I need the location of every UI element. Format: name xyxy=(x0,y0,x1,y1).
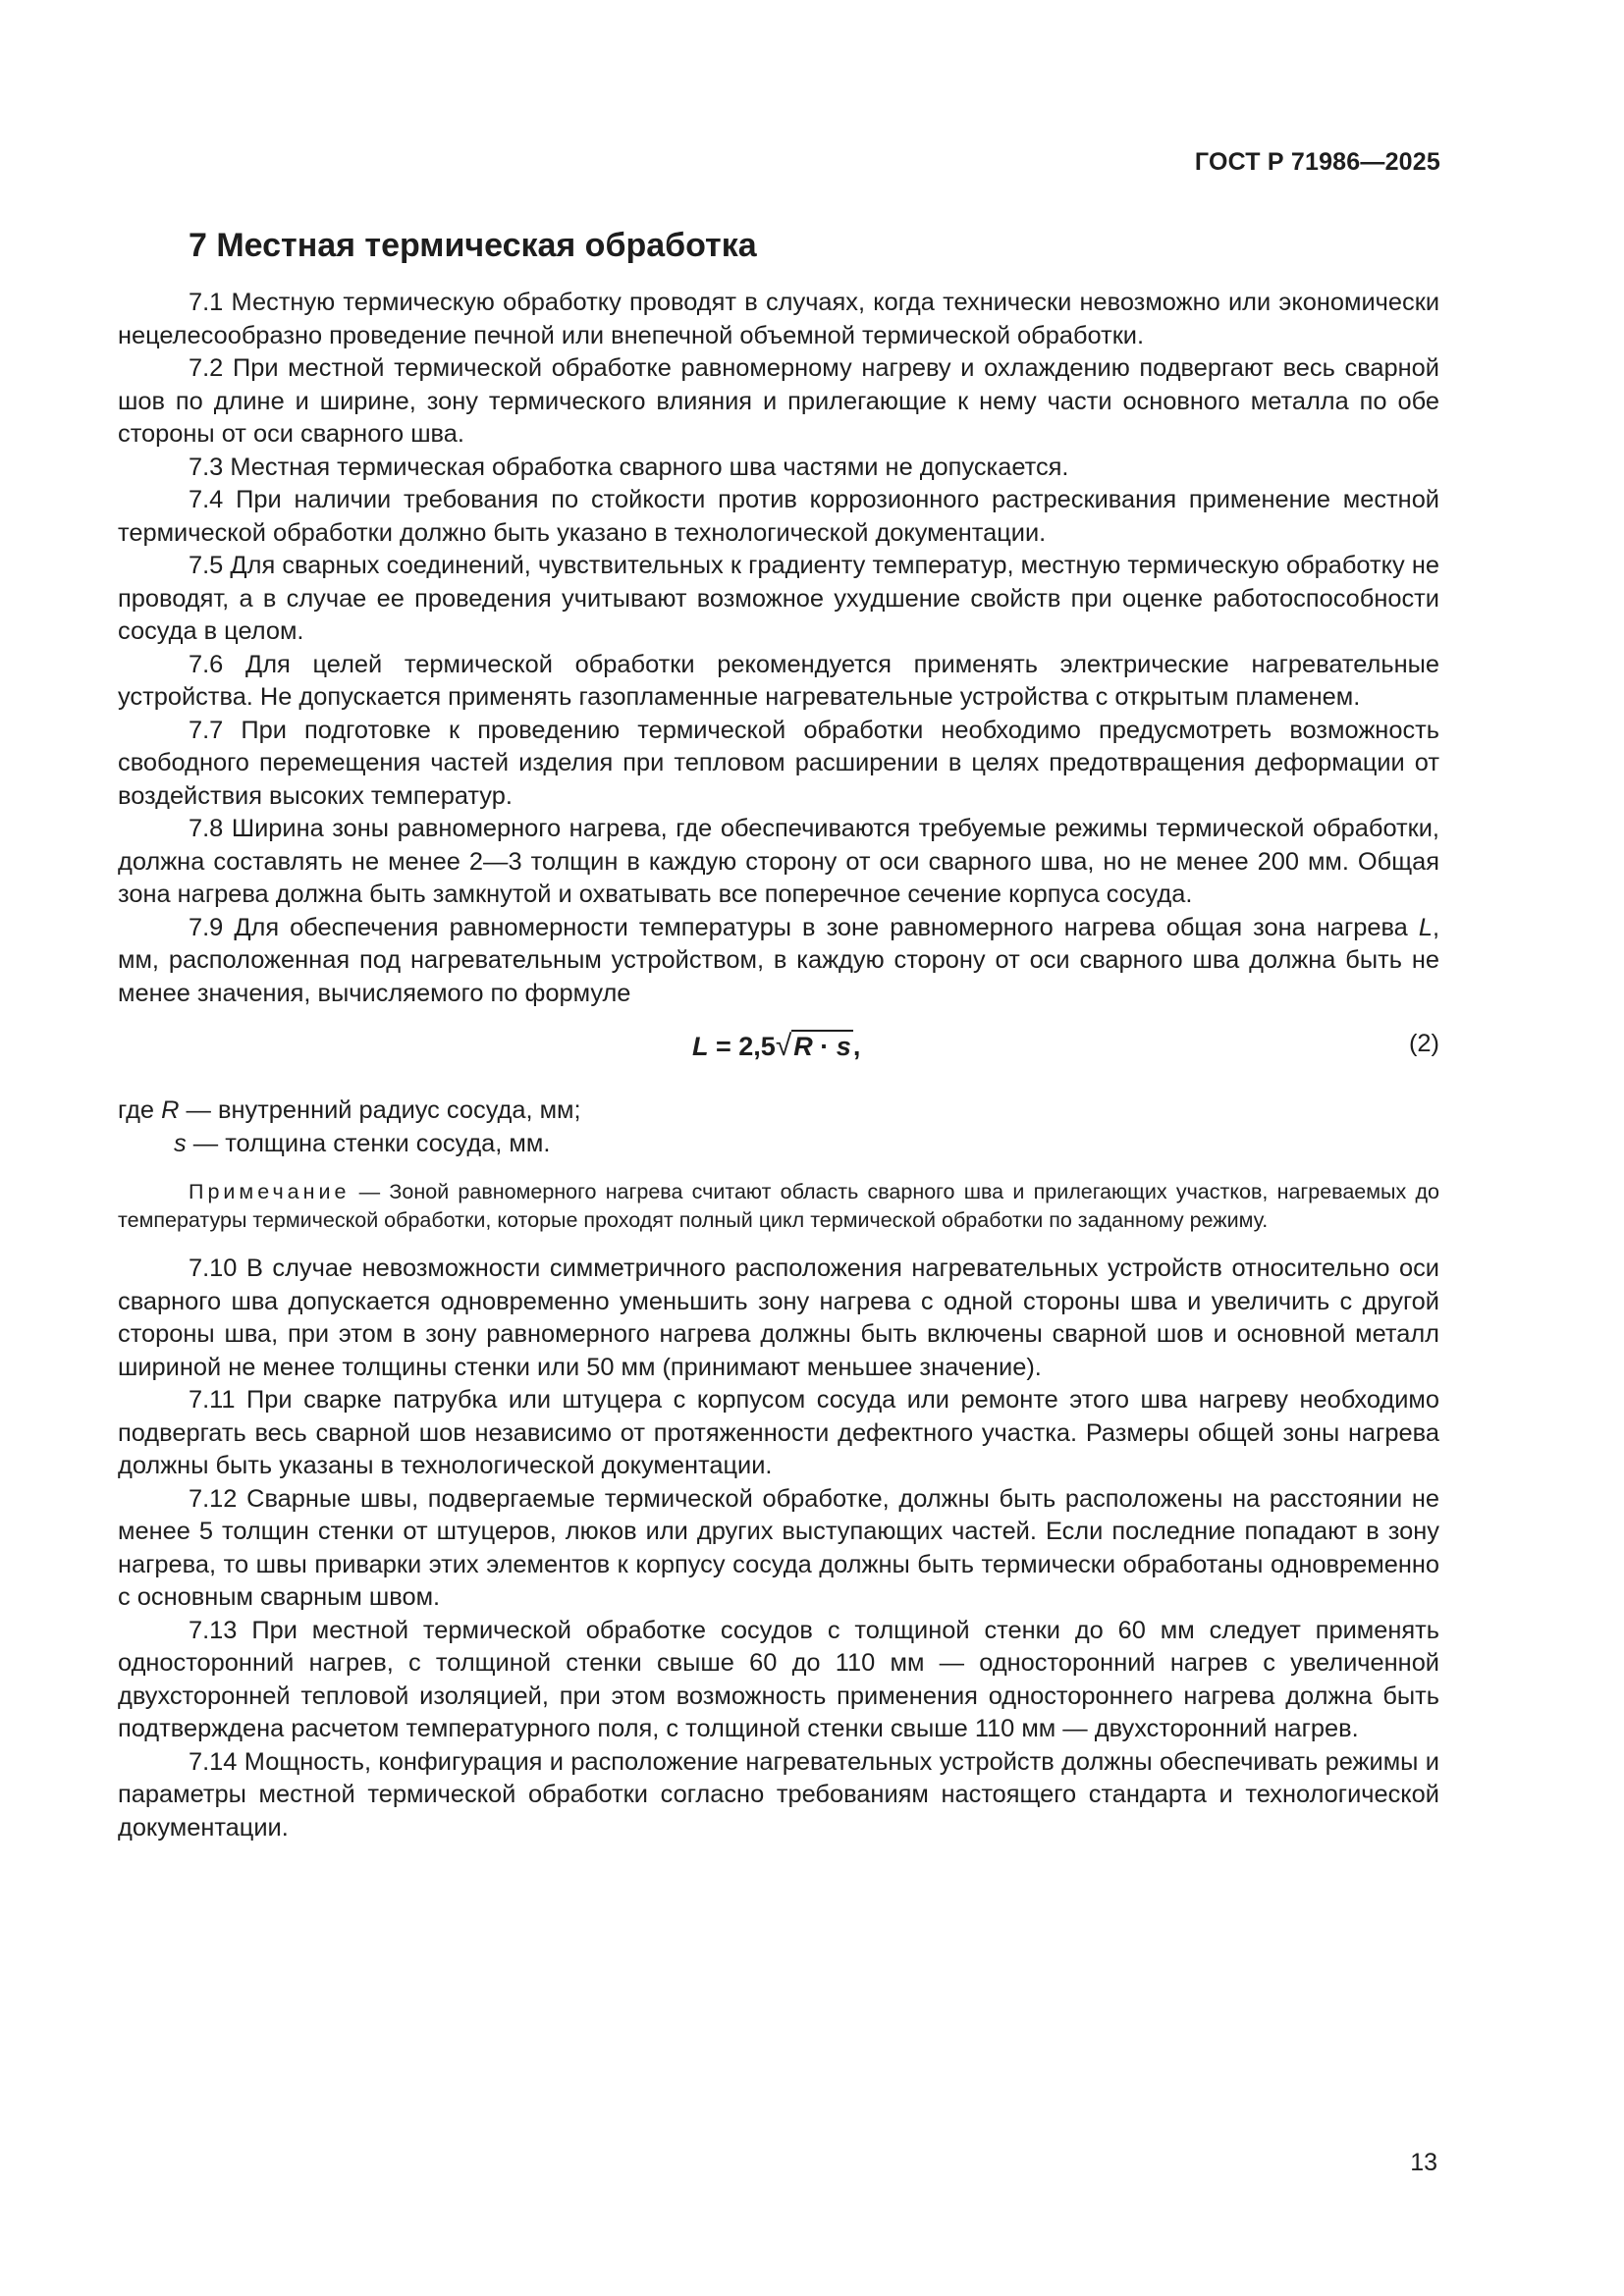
where-s-definition: s — толщина стенки сосуда, мм. xyxy=(174,1129,551,1157)
radical-sign: √ xyxy=(775,1030,792,1062)
note-text: — Зоной равномерного нагрева считают область сварного шва и прилегающих участков, нагреваемых до температуры термической обработки, которые проходят полный цикл термической обработки по заданному режиму. xyxy=(118,1180,1439,1232)
square-root xyxy=(776,1030,853,1063)
section-title: 7 Местная термическая обработка xyxy=(189,227,757,264)
formula-number: (2) xyxy=(1408,1030,1439,1057)
page-number: 13 xyxy=(1410,2149,1437,2176)
formula-2: L = 2,5√R · s, xyxy=(692,1030,861,1062)
paragraph-7-9: 7.9 Для обеспечения равномерности температуры в зоне равномерного нагрева общая зона нагрева L, мм, расположенная под нагревательным устройством, в каждую сторону от оси сварного шва должна быть не менее значения, вычисляемого по формуле xyxy=(118,913,1439,1007)
where-r-definition: где R — внутренний радиус сосуда, мм; xyxy=(118,1096,581,1124)
paragraph-7-3: 7.3 Местная термическая обработка сварного шва частями не допускается. xyxy=(189,453,1069,481)
paragraph-7-5: 7.5 Для сварных соединений, чувствительных к градиенту температур, местную термическую обработку не проводят, а в случае ее проведения учитывают возможное ухудшение свойств при оценке работоспособности сосуда в целом. xyxy=(118,552,1439,645)
paragraph-7-10: 7.10 В случае невозможности симметричного расположения нагревательных устройств относительно оси сварного шва допускается одновременно уменьшить зону нагрева с одной стороны шва и увеличить с другой стороны шва, при этом в зону равномерного нагрева должны быть включены сварной шов и основной металл шириной не менее толщины стенки или 50 мм (принимают меньшее значение). xyxy=(118,1255,1439,1381)
paragraph-7-12: 7.12 Сварные швы, подвергаемые термической обработке, должны быть расположены на расстоянии не менее 5 толщин стенки от штуцеров, люков или других выступающих частей. Если последние попадают в зону нагрева, то швы приварки этих элементов к корпусу сосуда должны быть термически обработаны одновременно с основным сварным швом. xyxy=(118,1484,1439,1611)
paragraph-7-2: 7.2 При местной термической обработке равномерному нагреву и охлаждению подвергают весь сварной шов по длине и ширине, зону термического влияния и прилегающие к нему части основного металла по обе стороны от оси сварного шва. xyxy=(118,354,1439,448)
paragraph-7-8: 7.8 Ширина зоны равномерного нагрева, где обеспечиваются требуемые режимы термической обработки, должна составлять не менее 2—3 толщин в каждую сторону от оси сварного шва, но не менее 200 мм. Общая зона нагрева должна быть замкнутой и охватывать все поперечное сечение корпуса сосуда. xyxy=(118,815,1439,908)
radicand: R · s xyxy=(793,1032,851,1061)
note-label: Примечание xyxy=(189,1180,351,1203)
paragraph-7-6: 7.6 Для целей термической обработки рекомендуется применять электрические нагревательные устройства. Не допускается применять газопламенные нагревательные устройства с открытым пламенем. xyxy=(118,650,1439,711)
paragraph-7-1: 7.1 Местную термическую обработку проводят в случаях, когда технически невозможно или экономически нецелесообразно проведение печной или внепечной объемной термической обработки. xyxy=(118,289,1439,349)
page-content xyxy=(118,224,1439,1844)
variable-l: L xyxy=(1418,913,1433,941)
paragraph-7-14: 7.14 Мощность, конфигурация и расположение нагревательных устройств должны обеспечивать режимы и параметры местной термической обработки согласно требованиям настоящего стандарта и технологической документации. xyxy=(118,1747,1439,1842)
paragraph-7-7: 7.7 При подготовке к проведению термической обработки необходимо предусмотреть возможность свободного перемещения частей изделия при тепловом расширении в целях предотвращения деформации от воздействия высоких температур. xyxy=(118,716,1439,810)
note xyxy=(118,1178,1439,1235)
paragraph-7-11: 7.11 При сварке патрубка или штуцера с корпусом сосуда или ремонте этого шва нагреву необходимо подвергать весь сварной шов независимо от протяженности дефектного участка. Размеры общей зоны нагрева должны быть указаны в технологической документации. xyxy=(118,1386,1439,1479)
paragraph-7-13: 7.13 При местной термической обработке сосудов с толщиной стенки до 60 мм следует применять односторонний нагрев, с толщиной стенки свыше 60 до 110 мм — односторонний нагрев с увеличенной двухсторонней тепловой изоляцией, при этом возможность применения одностороннего нагрева должна быть подтверждена расчетом температурного поля, с толщиной стенки свыше 110 мм — двухсторонний нагрев. xyxy=(118,1616,1439,1742)
formula-block xyxy=(118,1016,1439,1085)
document-code: ГОСТ Р 71986—2025 xyxy=(1194,148,1440,176)
paragraph-7-4: 7.4 При наличии требования по стойкости против коррозионного растрескивания применение местной термической обработки должно быть указано в технологической документации. xyxy=(118,486,1439,547)
